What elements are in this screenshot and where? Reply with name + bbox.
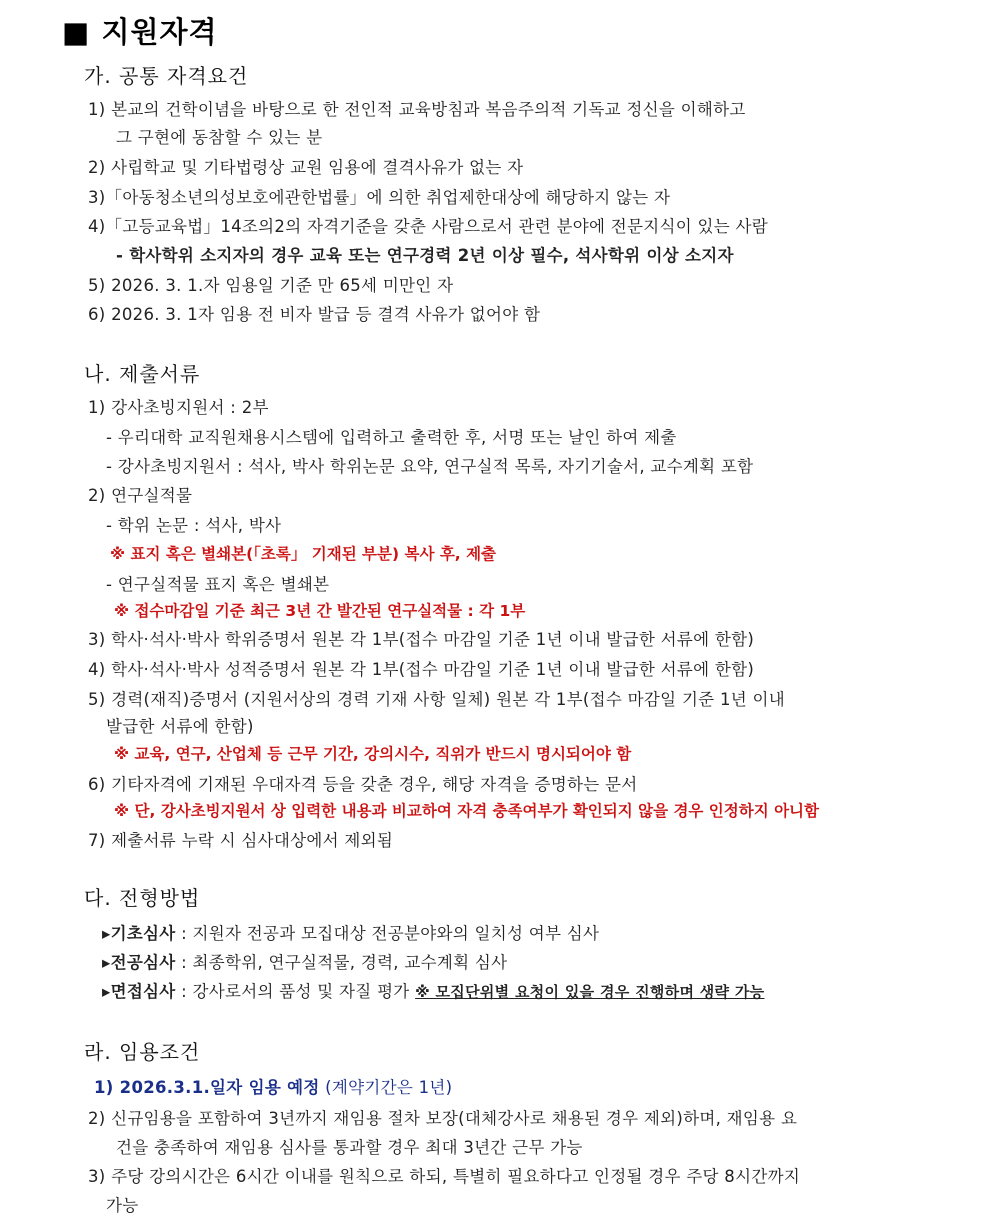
b-line5: - 학위 논문 : 석사, 박사 — [106, 516, 282, 535]
c-row1 — [102, 920, 599, 944]
c-row2 — [102, 949, 507, 973]
b-line1: 1) 강사초빙지원서 : 2부 — [88, 398, 269, 417]
a-item3: 3)「아동청소년의성보호에관한법률」에 의한 취업제한대상에 해당하지 않는 자 — [88, 188, 671, 207]
c-row2-label: ▸전공심사 — [102, 953, 176, 972]
a-item6: 6) 2026. 3. 1자 임용 전 비자 발급 등 결격 사유가 없어야 함 — [88, 305, 541, 324]
b-line9: 3) 학사·석사·박사 학위증명서 원본 각 1부(접수 마감일 기준 1년 이내 발급한 서류에 한함) — [88, 630, 755, 649]
b-line14: 6) 기타자격에 기재된 우대자격 등을 갖춘 경우, 해당 자격을 증명하는 문서 — [88, 775, 638, 794]
c-row1-label: ▸기초심사 — [102, 924, 176, 943]
b-line12: 발급한 서류에 한함) — [106, 717, 254, 736]
b-line2: - 우리대학 교직원채용시스템에 입력하고 출력한 후, 서명 또는 날인 하여 제출 — [106, 428, 677, 447]
d-line2: 2) 신규임용을 포함하여 3년까지 재임용 절차 보장(대체강사로 채용된 경우 제외)하며, 재임용 요 — [88, 1109, 798, 1128]
c-row3-note: ※ 모집단위별 요청이 있을 경우 진행하며 생략 가능 — [415, 983, 765, 1001]
a-item1-line2: 그 구현에 동참할 수 있는 분 — [116, 128, 323, 147]
b-note3: ※ 교육, 연구, 산업체 등 근무 기간, 강의시수, 직위가 반드시 명시되어야 함 — [114, 745, 632, 763]
c-row2-text: : 최종학위, 연구실적물, 경력, 교수계획 심사 — [175, 953, 508, 972]
c-row3-text: : 강사로서의 품성 및 자질 평가 — [175, 982, 416, 1001]
d-line3: 건을 충족하여 재임용 심사를 통과할 경우 최대 3년간 근무 가능 — [116, 1138, 583, 1157]
b-line4: 2) 연구실적물 — [88, 486, 193, 505]
section-b-heading: 나. 제출서류 — [84, 362, 201, 386]
d-line1-rest: (계약기간은 1년) — [319, 1078, 453, 1097]
d-line4: 3) 주당 강의시간은 6시간 이내를 원칙으로 하되, 특별히 필요하다고 인정될 경우 주당 8시간까지 — [88, 1167, 801, 1186]
b-note4: ※ 단, 강사초빙지원서 상 입력한 내용과 비교하여 자격 충족여부가 확인되지 않을 경우 인정하지 아니함 — [114, 802, 820, 820]
a-item2: 2) 사립학교 및 기타법령상 교원 임용에 결격사유가 없는 자 — [88, 158, 524, 177]
d-line1-bold: 1) 2026.3.1.일자 임용 예정 — [94, 1078, 320, 1097]
a-item4-sub: - 학사학위 소지자의 경우 교육 또는 연구경력 2년 이상 필수, 석사학위 이상 소지자 — [116, 246, 734, 265]
a-item1-line1: 1) 본교의 건학이념을 바탕으로 한 전인적 교육방침과 복음주의적 기독교 정신을 이해하고 — [88, 100, 746, 119]
a-item5: 5) 2026. 3. 1.자 임용일 기준 만 65세 미만인 자 — [88, 276, 454, 295]
page-title: ■ 지원자격 — [62, 15, 218, 49]
c-row1-text: : 지원자 전공과 모집대상 전공분야와의 일치성 여부 심사 — [175, 924, 600, 943]
d-line5: 가능 — [106, 1196, 139, 1215]
section-c-heading: 다. 전형방법 — [84, 886, 201, 910]
b-line3: - 강사초빙지원서 : 석사, 박사 학위논문 요약, 연구실적 목록, 자기기술서, 교수계획 포함 — [106, 457, 754, 476]
b-line11: 5) 경력(재직)증명서 (지원서상의 경력 기재 사항 일체) 원본 각 1부(접수 마감일 기준 1년 이내 — [88, 690, 786, 709]
d-line1 — [94, 1074, 452, 1098]
section-d-heading: 라. 임용조건 — [84, 1040, 201, 1064]
b-line7: - 연구실적물 표지 혹은 별쇄본 — [106, 575, 330, 594]
b-note1: ※ 표지 혹은 별쇄본(「초록」 기재된 부분) 복사 후, 제출 — [110, 545, 497, 563]
c-row3-label: ▸면접심사 — [102, 982, 176, 1001]
b-line16: 7) 제출서류 누락 시 심사대상에서 제외됨 — [88, 831, 394, 850]
b-note2: ※ 접수마감일 기준 최근 3년 간 발간된 연구실적물 : 각 1부 — [114, 602, 526, 620]
b-line10: 4) 학사·석사·박사 성적증명서 원본 각 1부(접수 마감일 기준 1년 이내 발급한 서류에 한함) — [88, 660, 755, 679]
c-row3 — [102, 978, 764, 1002]
section-a-heading: 가. 공통 자격요건 — [84, 64, 249, 88]
a-item4: 4)「고등교육법」14조의2의 자격기준을 갖춘 사람으로서 관련 분야에 전문지식이 있는 사람 — [88, 217, 769, 236]
